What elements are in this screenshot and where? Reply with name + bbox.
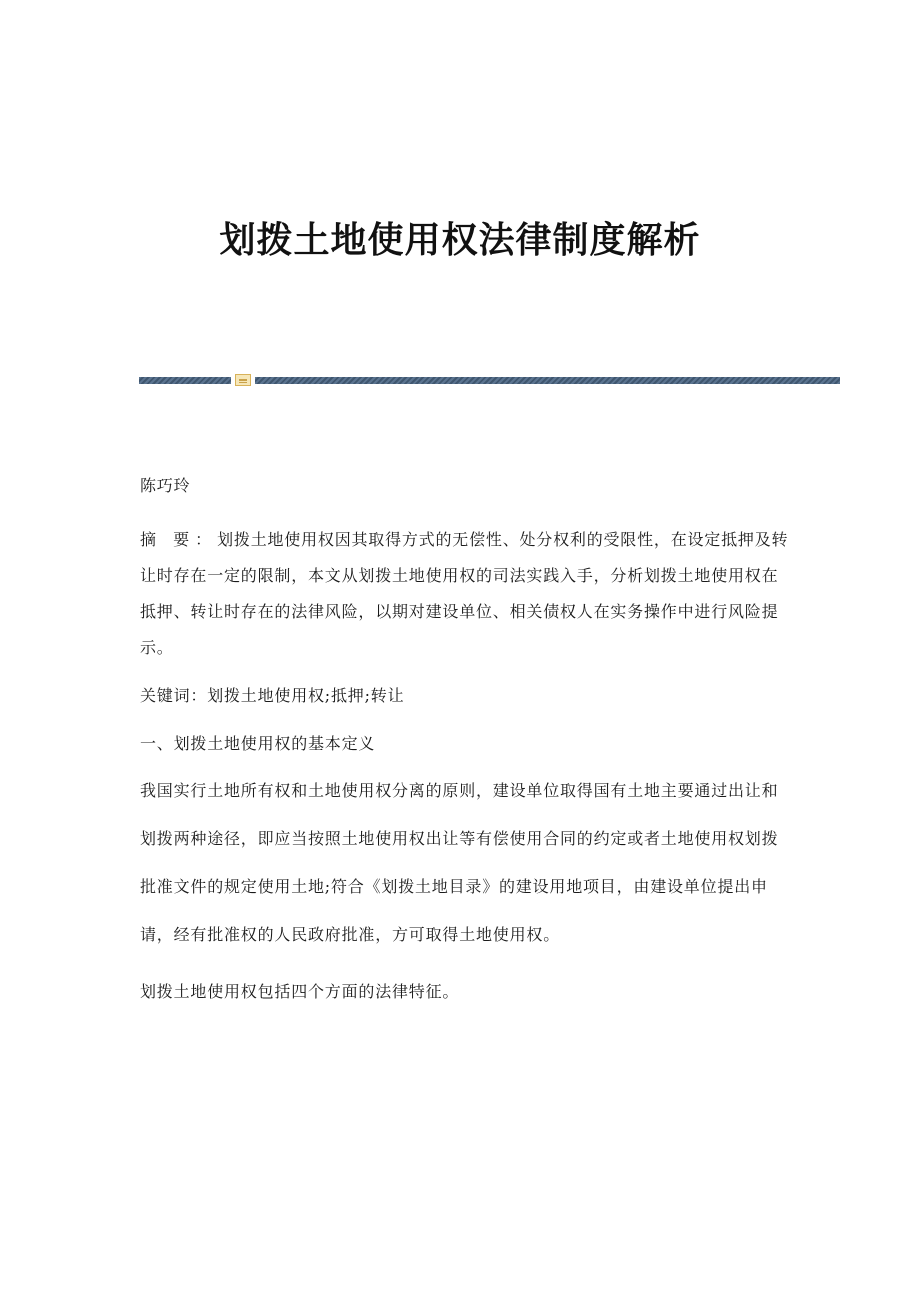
keywords: 关键词：划拨土地使用权;抵押;转让: [140, 686, 405, 705]
author-name: 陈巧玲: [140, 476, 191, 495]
divider-bar-left: [139, 377, 231, 384]
section-heading: 一、划拨土地使用权的基本定义: [140, 734, 376, 753]
body-paragraph: 划拨土地使用权包括四个方面的法律特征。: [140, 982, 460, 1001]
title-divider: [139, 374, 840, 386]
abstract-text: 划拨土地使用权因其取得方式的无偿性、处分权利的受限性，在设定抵押及转让时存在一定的限制，本文从划拨土地使用权的司法实践入手，分析划拨土地使用权在抵押、转让时存在的法律风险，以期对建设单位、相关债权人在实务操作中进行风险提示。: [140, 530, 789, 657]
abstract-label: 摘 要：: [140, 530, 218, 549]
body-paragraph: 我国实行土地所有权和土地使用权分离的原则，建设单位取得国有土地主要通过出让和划拨两种途径，即应当按照土地使用权出让等有偿使用合同的约定或者土地使用权划拨批准文件的规定使用土地;符合《划拨土地目录》的建设用地项目，由建设单位提出申请，经有批准权的人民政府批准，方可取得土地使用权。: [140, 781, 779, 944]
abstract: [140, 522, 790, 666]
divider-emblem-icon: [235, 374, 251, 386]
document-body: [140, 468, 790, 1010]
document-title: 划拨土地使用权法律制度解析: [219, 219, 701, 261]
divider-bar-right: [255, 377, 840, 384]
